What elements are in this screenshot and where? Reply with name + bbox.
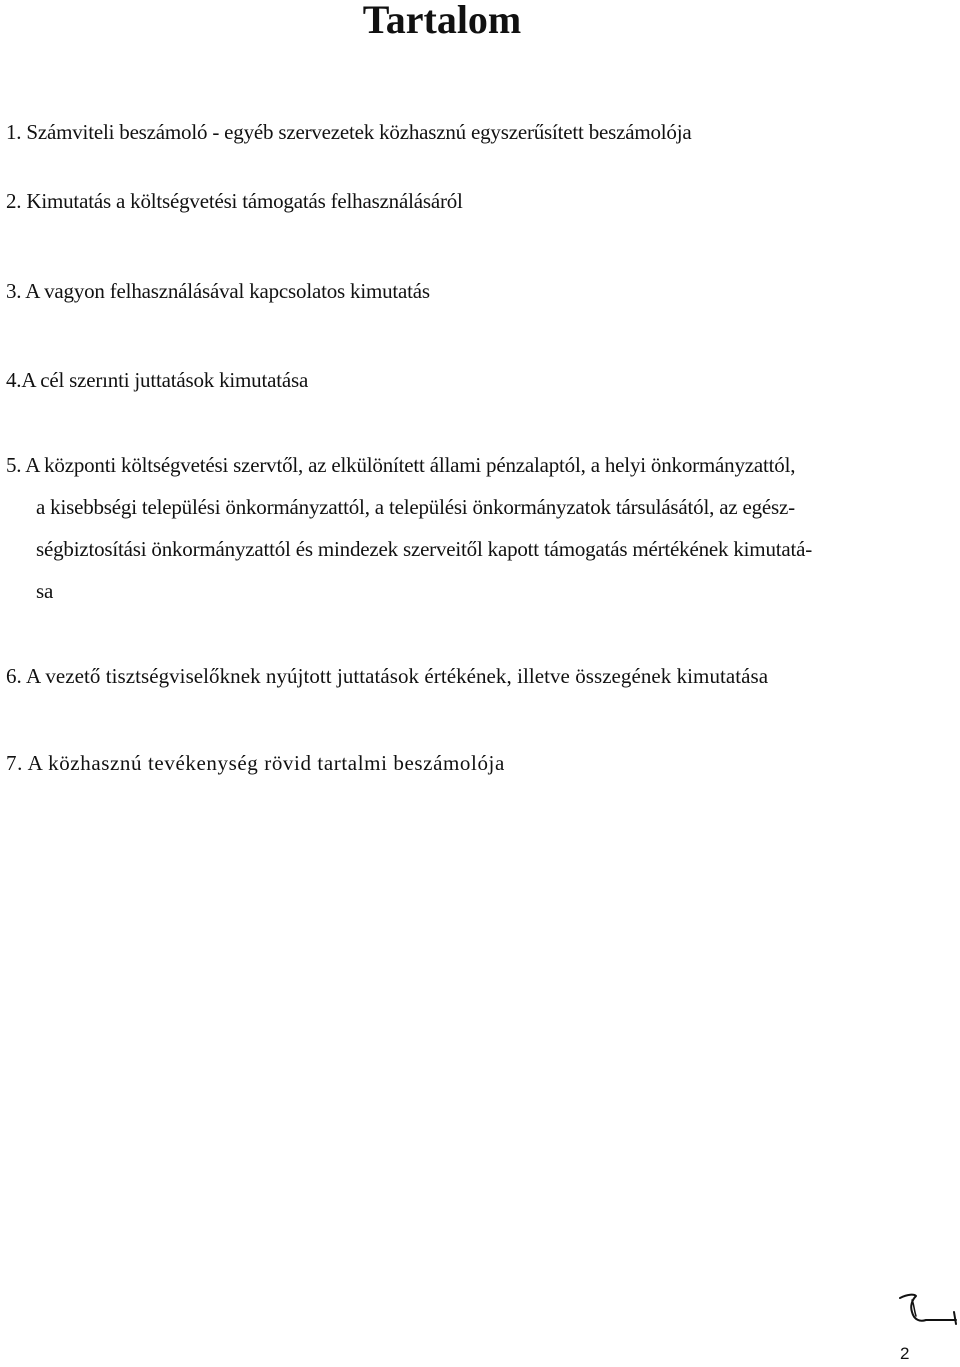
page-title: Tartalom [362, 0, 522, 42]
toc-item-4 [6, 359, 906, 401]
toc-item-5 [6, 444, 906, 612]
signature-mark [898, 1290, 958, 1330]
toc-item-5-line-1: 5. A központi költségvetési szervtől, az elkülönített állami pénzalaptól, a helyi önkormányzattól, [6, 453, 796, 477]
toc-item-1 [6, 111, 906, 153]
toc-item-3 [6, 270, 906, 312]
toc-item-4-text: 4.A cél szerınti juttatások kimutatása [6, 368, 309, 392]
toc-item-2 [6, 180, 906, 222]
toc-item-7 [6, 742, 906, 784]
toc-item-5-line-3: ségbiztosítási önkormányzattól és mindezek szerveitől kapott támogatás mértékének kimutatá- [36, 537, 813, 561]
toc-item-1-text: 1. Számviteli beszámoló - egyéb szervezetek közhasznú egyszerűsített beszámolója [6, 120, 692, 144]
toc-item-6 [6, 655, 906, 697]
toc-item-7-text: 7. A közhasznú tevékenység rövid tartalmi beszámolója [6, 751, 505, 775]
page-number: 2 [900, 1344, 910, 1363]
toc-item-5-line-2: a kisebbségi települési önkormányzattól, a települési önkormányzatok társulásától, az egész- [36, 495, 795, 519]
toc-item-2-text: 2. Kimutatás a költségvetési támogatás felhasználásáról [6, 189, 463, 213]
toc-item-5-line-4: sa [36, 579, 54, 603]
toc-item-6-text: 6. A vezető tisztségviselőknek nyújtott juttatások értékének, illetve összegének kimutatása [6, 664, 769, 688]
toc-item-3-text: 3. A vagyon felhasználásával kapcsolatos kimutatás [6, 279, 430, 303]
